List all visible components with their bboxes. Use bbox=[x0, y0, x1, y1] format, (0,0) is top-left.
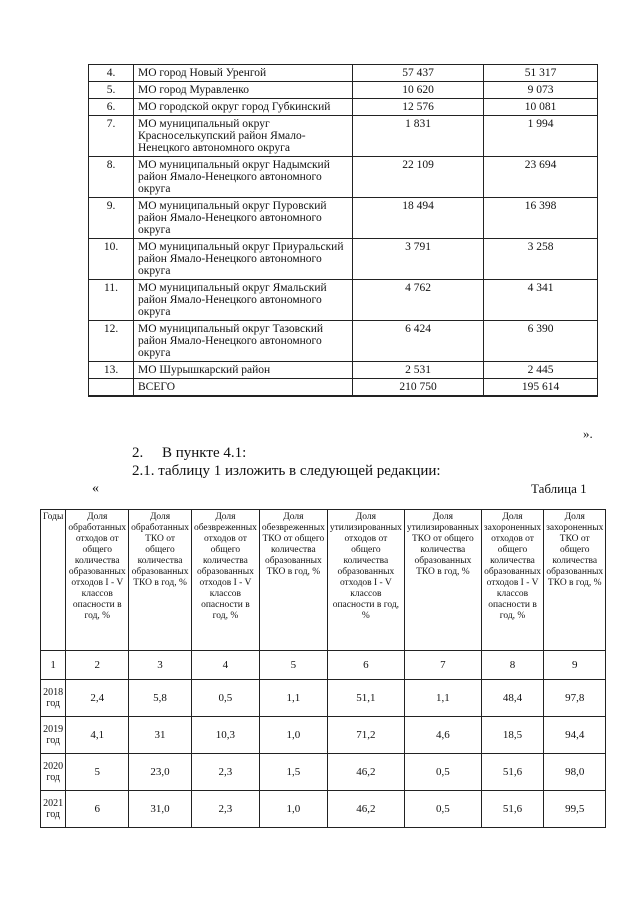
share-value-cell: 1,0 bbox=[259, 791, 327, 828]
municipality-name: МО муниципальный округ Надымский район Ямало-Ненецкого автономного округа bbox=[134, 157, 353, 198]
share-value-cell: 2,4 bbox=[66, 680, 129, 717]
header-processed-waste: Доля обработанных отходов от общего количества образованных отходов I - V классов опасности в год, % bbox=[66, 510, 129, 651]
column-index: 7 bbox=[404, 651, 481, 680]
value-column-1: 57 437 bbox=[353, 65, 484, 82]
share-value-cell: 48,4 bbox=[481, 680, 543, 717]
year-cell: 2020 год bbox=[41, 754, 66, 791]
section-2-heading bbox=[132, 445, 246, 462]
value-column-1: 22 109 bbox=[353, 157, 484, 198]
value-column-2: 195 614 bbox=[484, 379, 598, 397]
row-number: 4. bbox=[89, 65, 134, 82]
share-value-cell: 6 bbox=[66, 791, 129, 828]
table-1-caption: Таблица 1 bbox=[531, 481, 587, 496]
share-value-cell: 51,6 bbox=[481, 791, 543, 828]
share-value-cell: 51,6 bbox=[481, 754, 543, 791]
share-value-cell: 31 bbox=[129, 717, 192, 754]
value-column-2: 2 445 bbox=[484, 362, 598, 379]
row-number: 10. bbox=[89, 239, 134, 280]
value-column-1: 4 762 bbox=[353, 280, 484, 321]
column-index: 3 bbox=[129, 651, 192, 680]
share-value-cell: 99,5 bbox=[544, 791, 606, 828]
value-column-2: 23 694 bbox=[484, 157, 598, 198]
table-row bbox=[89, 198, 598, 239]
closing-quote: ». bbox=[583, 426, 593, 441]
share-value-cell: 1,0 bbox=[259, 717, 327, 754]
column-index: 8 bbox=[481, 651, 543, 680]
value-column-2: 9 073 bbox=[484, 82, 598, 99]
year-cell: 2019 год bbox=[41, 717, 66, 754]
share-value-cell: 1,1 bbox=[259, 680, 327, 717]
section-2-text: В пункте 4.1: bbox=[162, 445, 247, 461]
value-column-2: 16 398 bbox=[484, 198, 598, 239]
share-value-cell: 4,1 bbox=[66, 717, 129, 754]
value-column-1: 1 831 bbox=[353, 116, 484, 157]
share-value-cell: 98,0 bbox=[544, 754, 606, 791]
column-index: 5 bbox=[259, 651, 327, 680]
share-value-cell: 1,1 bbox=[404, 680, 481, 717]
table-row bbox=[89, 157, 598, 198]
municipality-name: МО муниципальный округ Красноселькупский район Ямало-Ненецкого автономного округа bbox=[134, 116, 353, 157]
year-cell: 2021 год bbox=[41, 791, 66, 828]
year-cell: 2018 год bbox=[41, 680, 66, 717]
value-column-1: 210 750 bbox=[353, 379, 484, 397]
row-number: 11. bbox=[89, 280, 134, 321]
share-value-cell: 46,2 bbox=[327, 791, 404, 828]
share-value-cell: 71,2 bbox=[327, 717, 404, 754]
column-index: 1 bbox=[41, 651, 66, 680]
row-number bbox=[89, 379, 134, 397]
waste-share-table bbox=[40, 509, 606, 828]
municipal-waste-table bbox=[88, 64, 598, 397]
share-value-cell: 97,8 bbox=[544, 680, 606, 717]
value-column-2: 3 258 bbox=[484, 239, 598, 280]
share-value-cell: 2,3 bbox=[191, 754, 259, 791]
municipality-name: МО муниципальный округ Ямальский район Ямало-Ненецкого автономного округа bbox=[134, 280, 353, 321]
share-value-cell: 5,8 bbox=[129, 680, 192, 717]
municipality-name: МО муниципальный округ Тазовский район Ямало-Ненецкого автономного округа bbox=[134, 321, 353, 362]
row-number: 6. bbox=[89, 99, 134, 116]
table-row bbox=[89, 82, 598, 99]
header-utilized-waste: Доля утилизированных отходов от общего количества образованных отходов I - V классов опасности в год, % bbox=[327, 510, 404, 651]
row-number: 8. bbox=[89, 157, 134, 198]
column-index: 4 bbox=[191, 651, 259, 680]
value-column-2: 4 341 bbox=[484, 280, 598, 321]
share-value-cell: 4,6 bbox=[404, 717, 481, 754]
table-row bbox=[41, 791, 606, 828]
table-row bbox=[89, 239, 598, 280]
share-value-cell: 23,0 bbox=[129, 754, 192, 791]
share-value-cell: 0,5 bbox=[191, 680, 259, 717]
value-column-1: 2 531 bbox=[353, 362, 484, 379]
table-row bbox=[89, 116, 598, 157]
share-value-cell: 2,3 bbox=[191, 791, 259, 828]
share-value-cell: 31,0 bbox=[129, 791, 192, 828]
municipal-waste-table-body bbox=[89, 65, 598, 397]
value-column-2: 6 390 bbox=[484, 321, 598, 362]
section-2-number: 2. bbox=[132, 445, 144, 461]
table-row bbox=[89, 280, 598, 321]
table-row bbox=[89, 362, 598, 379]
share-value-cell: 46,2 bbox=[327, 754, 404, 791]
table-row bbox=[41, 680, 606, 717]
column-index: 9 bbox=[544, 651, 606, 680]
header-utilized-tko: Доля утилизированных ТКО от общего количества образованных ТКО в год, % bbox=[404, 510, 481, 651]
column-index-row bbox=[41, 651, 606, 680]
municipality-name: МО город Муравленко bbox=[134, 82, 353, 99]
value-column-1: 12 576 bbox=[353, 99, 484, 116]
value-column-1: 3 791 bbox=[353, 239, 484, 280]
municipality-name: ВСЕГО bbox=[134, 379, 353, 397]
table-row bbox=[89, 321, 598, 362]
value-column-1: 18 494 bbox=[353, 198, 484, 239]
value-column-2: 1 994 bbox=[484, 116, 598, 157]
municipality-name: МО Шурышкарский район bbox=[134, 362, 353, 379]
header-buried-waste: Доля захороненных отходов от общего количества образованных отходов I - V классов опасности в год, % bbox=[481, 510, 543, 651]
row-number: 13. bbox=[89, 362, 134, 379]
value-column-1: 10 620 bbox=[353, 82, 484, 99]
table-row bbox=[89, 379, 598, 397]
waste-share-header-row bbox=[41, 510, 606, 651]
header-buried-tko: Доля захороненных ТКО от общего количества образованных ТКО в год, % bbox=[544, 510, 606, 651]
share-value-cell: 51,1 bbox=[327, 680, 404, 717]
value-column-1: 6 424 bbox=[353, 321, 484, 362]
share-value-cell: 1,5 bbox=[259, 754, 327, 791]
share-value-cell: 94,4 bbox=[544, 717, 606, 754]
column-index: 6 bbox=[327, 651, 404, 680]
share-value-cell: 0,5 bbox=[404, 754, 481, 791]
municipality-name: МО город Новый Уренгой bbox=[134, 65, 353, 82]
share-value-cell: 5 bbox=[66, 754, 129, 791]
share-value-cell: 0,5 bbox=[404, 791, 481, 828]
table-row bbox=[41, 754, 606, 791]
row-number: 7. bbox=[89, 116, 134, 157]
header-neutralized-tko: Доля обезвреженных ТКО от общего количества образованных ТКО в год, % bbox=[259, 510, 327, 651]
opening-quote: « bbox=[92, 481, 99, 496]
row-number: 5. bbox=[89, 82, 134, 99]
row-number: 9. bbox=[89, 198, 134, 239]
table-row bbox=[41, 717, 606, 754]
waste-share-table-body bbox=[41, 680, 606, 828]
municipality-name: МО муниципальный округ Приуральский район Ямало-Ненецкого автономного округа bbox=[134, 239, 353, 280]
municipality-name: МО городской округ город Губкинский bbox=[134, 99, 353, 116]
share-value-cell: 10,3 bbox=[191, 717, 259, 754]
header-neutralized-waste: Доля обезвреженных отходов от общего количества образованных отходов I - V классов опасности в год, % bbox=[191, 510, 259, 651]
value-column-2: 51 317 bbox=[484, 65, 598, 82]
column-index: 2 bbox=[66, 651, 129, 680]
table-row bbox=[89, 65, 598, 82]
share-value-cell: 18,5 bbox=[481, 717, 543, 754]
header-years: Годы bbox=[41, 510, 66, 651]
section-2-1-text: 2.1. таблицу 1 изложить в следующей редакции: bbox=[132, 463, 441, 479]
row-number: 12. bbox=[89, 321, 134, 362]
value-column-2: 10 081 bbox=[484, 99, 598, 116]
table-row bbox=[89, 99, 598, 116]
header-processed-tko: Доля обработанных ТКО от общего количества образованных ТКО в год, % bbox=[129, 510, 192, 651]
municipality-name: МО муниципальный округ Пуровский район Ямало-Ненецкого автономного округа bbox=[134, 198, 353, 239]
